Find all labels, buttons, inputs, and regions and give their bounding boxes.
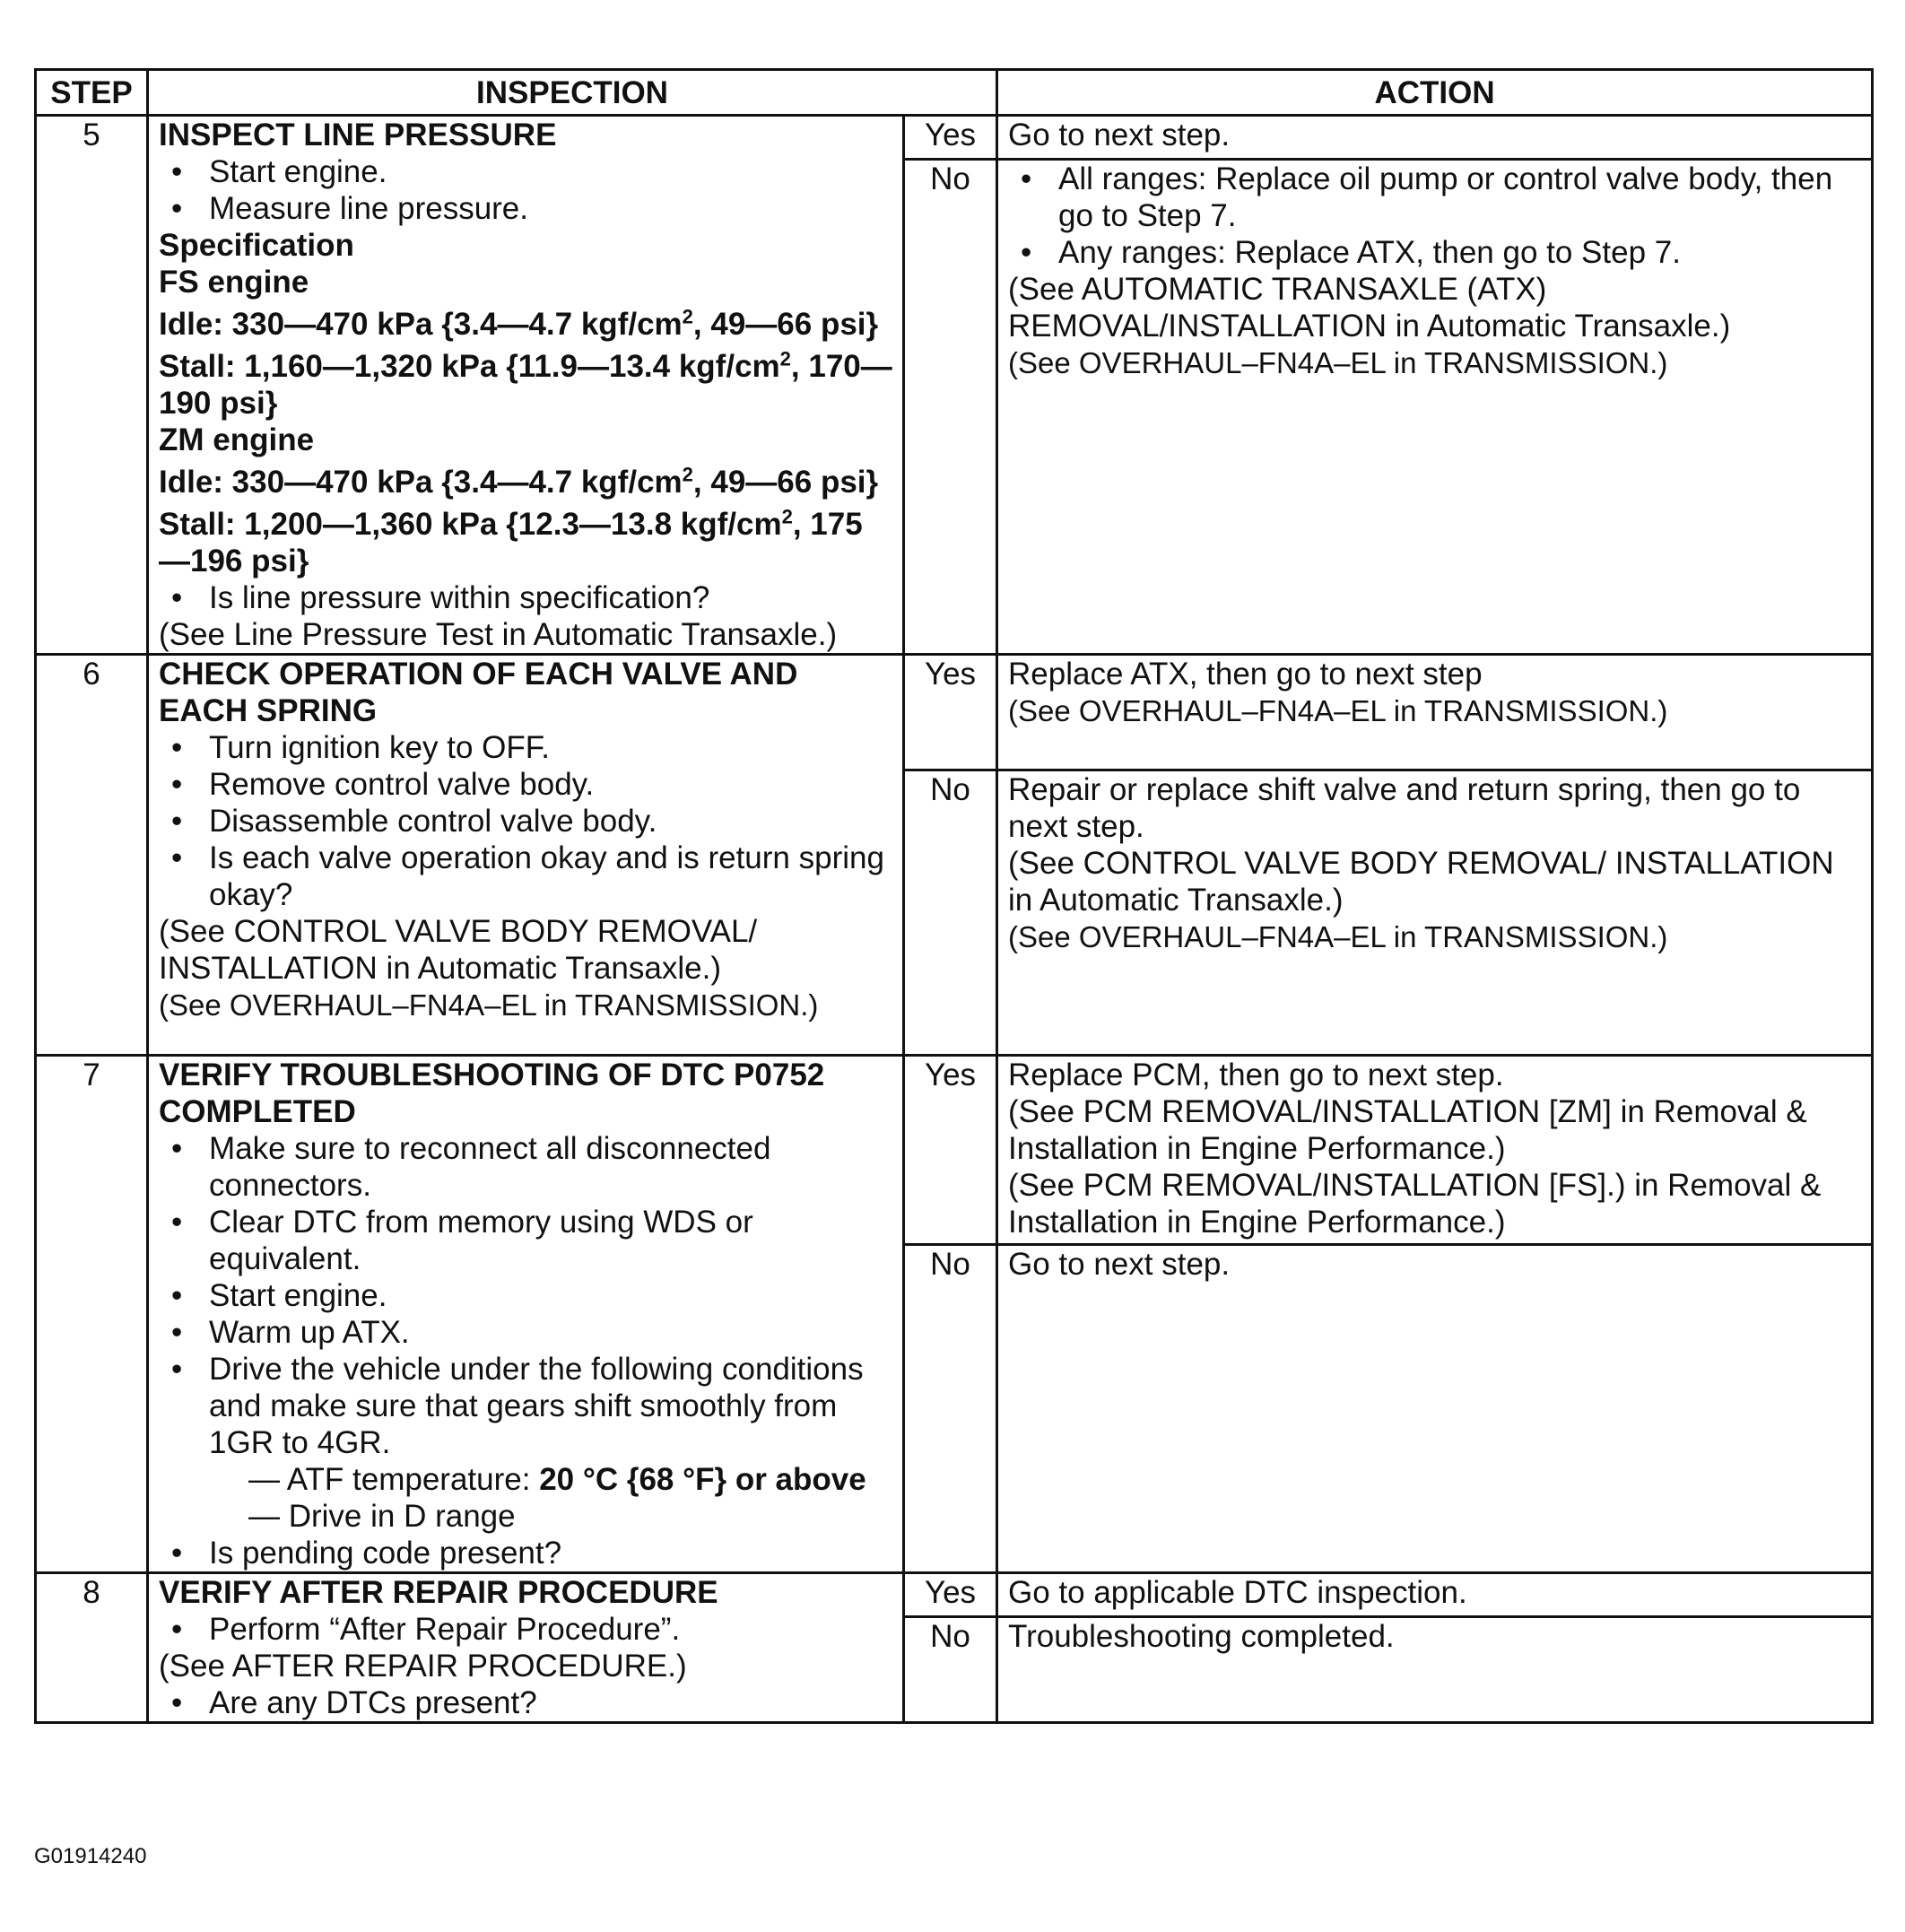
inspection-bullet: • Are any DTCs present? [159,1684,892,1721]
yes-label: Yes [904,1573,997,1617]
engine-label: ZM engine [159,422,315,457]
inspection-bullet: • Make sure to reconnect all disconnected connectors. [159,1130,892,1204]
yes-label: Yes [904,116,997,160]
condition-line: — ATF temperature: 20 °C {68 °F} or above [248,1462,866,1497]
reference-note: (See PCM REMOVAL/INSTALLATION [FS].) in Removal & Installation in Engine Performance.) [1008,1168,1822,1240]
inspection-bullet: • Start engine. [159,1277,892,1314]
inspection-bullet: • Start engine. [159,153,892,190]
step-number: 6 [36,655,148,1056]
step-title: CHECK OPERATION OF EACH VALVE AND EACH SPRING [159,657,798,728]
inspection-bullet: • Disassemble control valve body. [159,803,892,840]
reference-note: (See CONTROL VALVE BODY REMOVAL/ INSTALLATION in Automatic Transaxle.) [1008,846,1834,918]
action-text: Replace ATX, then go to next step [1008,657,1483,692]
no-action [997,770,1873,1056]
inspection-bullet: • Drive the vehicle under the following conditions and make sure that gears shift smoothly from 1GR to 4GR. [159,1351,892,1461]
inspection-bullet: • Clear DTC from memory using WDS or equivalent. [159,1204,892,1277]
action-bullet: • Any ranges: Replace ATX, then go to Step 7. [1008,234,1861,271]
step-number: 8 [36,1573,148,1723]
inspection-bullet: • Is pending code present? [159,1535,892,1571]
action-text: Replace PCM, then go to next step. [1008,1057,1504,1092]
step-title: VERIFY TROUBLESHOOTING OF DTC P0752 COMPLETED [159,1057,825,1129]
reference-note: (See Line Pressure Test in Automatic Transaxle.) [159,617,838,652]
inspection-bullet: • Turn ignition key to OFF. [159,729,892,766]
table-header-row [36,70,1873,116]
yes-label: Yes [904,655,997,770]
reference-note: (See OVERHAUL–FN4A–EL in TRANSMISSION.) [1008,346,1668,379]
no-label: No [904,1245,997,1573]
step-title: VERIFY AFTER REPAIR PROCEDURE [159,1575,718,1610]
reference-note: (See OVERHAUL–FN4A–EL in TRANSMISSION.) [1008,920,1668,953]
no-label: No [904,1617,997,1723]
action-text: Repair or replace shift valve and return spring, then go to next step. [1008,772,1801,844]
engine-label: FS engine [159,265,309,300]
inspection-bullet: • Is each valve operation okay and is return spring okay? [159,840,892,913]
step-7-yes-row [36,1056,1873,1245]
action-bullet: • All ranges: Replace oil pump or control valve body, then go to Step 7. [1008,161,1861,234]
figure-id: G01914240 [34,1844,147,1868]
no-action: Troubleshooting completed. [997,1617,1873,1723]
spec-value: Stall: 1,160—1,320 kPa {11.9—13.4 kgf/$cm^2$, 170—190 psi} [159,347,892,421]
no-label: No [904,770,997,1056]
reference-note: (See OVERHAUL–FN4A–EL in TRANSMISSION.) [159,988,819,1022]
step-title: INSPECT LINE PRESSURE [159,117,557,152]
condition-line: — Drive in D range [248,1499,516,1534]
reference-note: (See AUTOMATIC TRANSAXLE (ATX) REMOVAL/INSTALLATION in Automatic Transaxle.) [1008,272,1731,344]
inspection-bullet: • Measure line pressure. [159,190,892,227]
yes-action: Go to next step. [997,116,1873,160]
yes-action [997,655,1873,770]
step-7-inspection [148,1056,904,1573]
reference-note: (See AFTER REPAIR PROCEDURE.) [159,1649,687,1684]
step-6-inspection [148,655,904,1056]
step-5-inspection [148,116,904,655]
step-8-yes-row [36,1573,1873,1617]
diagnostic-table [34,68,1874,1724]
step-8-inspection [148,1573,904,1723]
step-6-yes-row [36,655,1873,770]
inspection-bullet: • Warm up ATX. [159,1314,892,1351]
yes-action [997,1056,1873,1245]
no-label: No [904,160,997,655]
no-action [997,160,1873,655]
reference-note: (See CONTROL VALVE BODY REMOVAL/ INSTALLATION in Automatic Transaxle.) [159,914,758,986]
step-5-yes-row [36,116,1873,160]
header-inspection: INSPECTION [148,70,997,116]
inspection-bullet: • Remove control valve body. [159,766,892,803]
spec-value: Stall: 1,200—1,360 kPa {12.3—13.8 kgf/$cm^2$, 175—196 psi} [159,505,863,579]
yes-label: Yes [904,1056,997,1245]
spec-value: Idle: 330—470 kPa {3.4—4.7 kgf/$cm^2$, 49—66 psi} [159,463,879,500]
inspection-bullet: • Is line pressure within specification? [159,579,892,616]
spec-heading: Specification [159,228,354,263]
header-step: STEP [36,70,148,116]
reference-note: (See OVERHAUL–FN4A–EL in TRANSMISSION.) [1008,694,1668,727]
no-action: Go to next step. [997,1245,1873,1573]
step-number: 5 [36,116,148,655]
inspection-bullet: • Perform “After Repair Procedure”. [159,1611,892,1648]
header-action: ACTION [997,70,1873,116]
step-number: 7 [36,1056,148,1573]
spec-value: Idle: 330—470 kPa {3.4—4.7 kgf/$cm^2$, 49—66 psi} [159,305,879,342]
yes-action: Go to applicable DTC inspection. [997,1573,1873,1617]
reference-note: (See PCM REMOVAL/INSTALLATION [ZM] in Removal & Installation in Engine Performance.) [1008,1094,1807,1166]
